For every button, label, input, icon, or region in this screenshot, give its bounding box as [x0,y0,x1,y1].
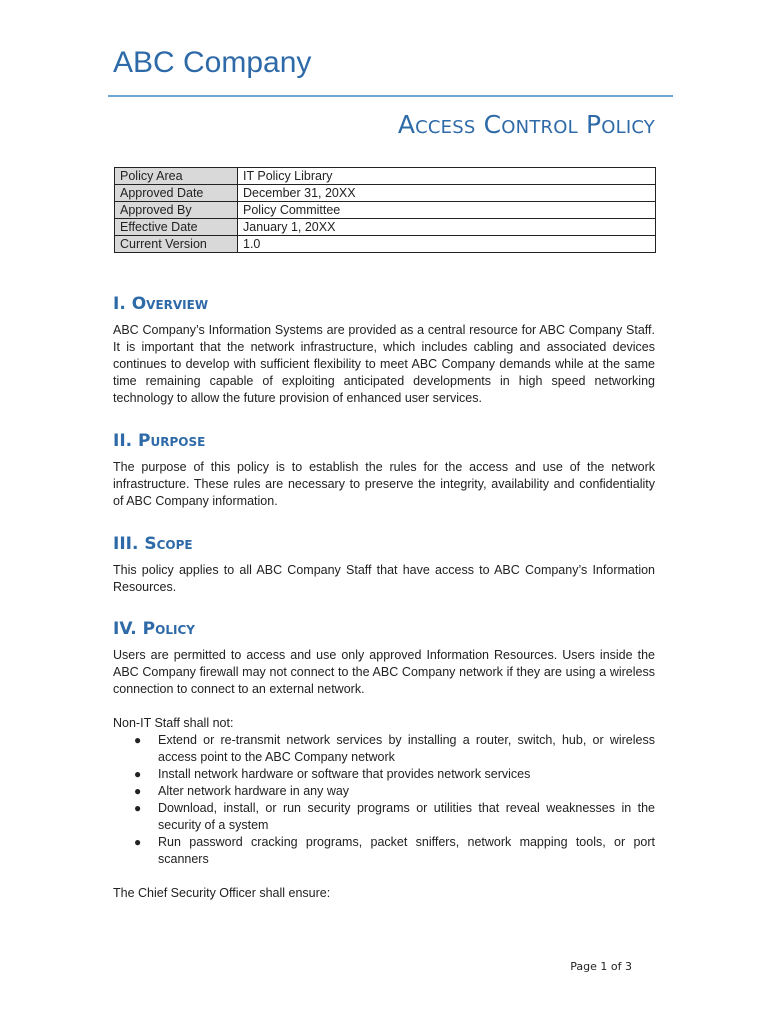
metadata-value: Policy Committee [238,202,656,219]
company-name: ABC Company [113,46,312,79]
document-title: Access Control Policy [397,110,655,139]
page-number: Page 1 of 3 [570,960,632,973]
header-divider [108,95,673,97]
list-item [134,766,655,783]
list-item-text: Alter network hardware in any way [158,784,350,798]
section-body: The purpose of this policy is to establish the rules for the access and use of the network infrastructure. These rules are necessary to preserve the integrity, availability and confidentiality of ABC Company information. [113,460,655,508]
section-scope [113,534,655,596]
bullet-icon: ● [134,784,142,798]
metadata-value: January 1, 20XX [238,219,656,236]
list-intro: Non-IT Staff shall not: [113,716,234,730]
section-body: ABC Company’s Information Systems are provided as a central resource for ABC Company Staff. It is important that the network infrastructure, which includes cabling and associated devices continues to develop with sufficient flexibility to meet ABC Company demands while at the same time remaining capable of exploiting anticipated developments in high speed networking technology to allow the future provision of enhanced user services. [113,323,655,405]
restrictions-list [113,732,655,868]
section-purpose [113,431,655,510]
bullet-icon: ● [134,733,142,747]
bullet-icon: ● [134,801,142,815]
metadata-value: IT Policy Library [238,168,656,185]
list-item-text: Install network hardware or software that provides network services [158,767,531,781]
list-item-text: Run password cracking programs, packet sniffers, network mapping tools, or port scanners [158,835,655,866]
list-item [134,783,655,800]
table-row [115,202,656,219]
section-body: This policy applies to all ABC Company Staff that have access to ABC Company’s Information Resources. [113,563,655,594]
list-item [134,800,655,834]
metadata-key: Effective Date [115,219,238,236]
section-heading: II. Purpose [113,431,206,451]
section-policy [113,619,655,902]
metadata-key: Approved By [115,202,238,219]
section-heading: I. Overview [113,294,209,314]
metadata-value: December 31, 20XX [238,185,656,202]
section-heading: III. Scope [113,534,193,554]
section-heading: IV. Policy [113,619,195,639]
list-item-text: Download, install, or run security programs or utilities that reveal weaknesses in the security of a system [158,801,655,832]
bullet-icon: ● [134,767,142,781]
metadata-value: 1.0 [238,236,656,253]
section-overview [113,294,655,407]
policy-metadata-table [114,167,656,253]
bullet-icon: ● [134,835,142,849]
metadata-key: Approved Date [115,185,238,202]
list-item [134,834,655,868]
list-item-text: Extend or re-transmit network services by installing a router, switch, hub, or wireless access point to the ABC Company network [158,733,655,764]
closing-line: The Chief Security Officer shall ensure: [113,886,331,900]
metadata-key: Current Version [115,236,238,253]
table-row [115,168,656,185]
section-body: Users are permitted to access and use only approved Information Resources. Users inside the ABC Company firewall may not connect to the ABC Company network if they are using a wireless connection to connect to an external network. [113,648,655,696]
list-item [134,732,655,766]
table-row [115,185,656,202]
metadata-key: Policy Area [115,168,238,185]
table-row [115,236,656,253]
table-row [115,219,656,236]
